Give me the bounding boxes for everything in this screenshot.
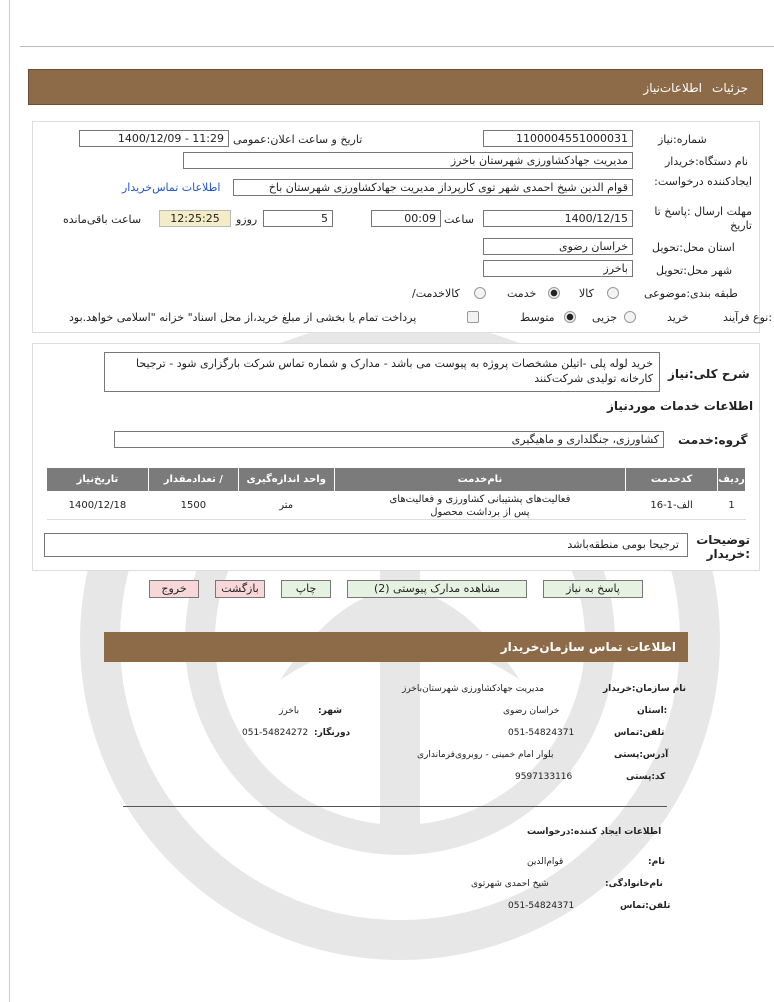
exit-button[interactable]: خروج [149,580,199,598]
cell-service-name: فعالیت‌های پشتیبانی کشاورزی و فعالیت‌های پس از برداشت محصول [334,492,626,520]
creator-phone-label: تلفن:تماس [620,901,671,911]
treasury-payment-label: پرداخت تمام یا بخشی از مبلغ خرید،از محل اسناد" خزانه "اسلامی خواهد.بود [69,311,417,324]
tab-need-info[interactable]: اطلاعات‌نیاز [643,81,702,95]
deadline-time-field: 00:09 [371,210,441,227]
creator-phone-value: 051-54824371 [508,901,575,911]
announce-label: تاریخ و ساعت اعلان:عمومی [233,133,363,146]
contact-org-value: مدیریت جهادکشاورزی شهرستان‌باخرز [402,684,545,694]
category-goods-service-radio[interactable] [474,287,486,299]
contact-postal-value: 9597133116 [515,772,573,782]
category-goods-service-label: /کالاخدمت [412,287,460,300]
view-attachments-button[interactable]: مشاهده مدارک پیوستی (2) [347,580,527,598]
service-group-field: کشاورزی، جنگلداری و ماهیگیری [114,431,664,448]
category-service-radio[interactable] [548,287,560,299]
remaining-time-field: 12:25:25 [159,210,231,227]
col-quantity: / تعدادمقدار [148,468,238,492]
creator-info-title: اطلاعات ایجاد کننده:درخواست [527,827,662,837]
category-service-label: خدمت [507,287,537,300]
days-field: 5 [263,210,333,227]
cell-service-code: الف-1-16 [626,492,718,520]
deadline-label: مهلت ارسال :پاسخ تا تاریخ [654,205,752,232]
city-label: شهر محل:تحویل [656,264,733,277]
need-number-field: 1100004551000031 [483,130,633,147]
col-row: ردیف [718,468,746,492]
contact-address-value: بلوار امام خمینی - روبروی‌فرمانداری [417,750,554,760]
col-unit: واحد اندازه‌گیری [238,468,334,492]
cell-unit: متر [238,492,334,520]
table-header-row [47,468,746,492]
contact-province-label: استان: [637,706,668,716]
contact-header-bar [104,632,688,662]
services-title: اطلاعات خدمات موردنیاز [607,399,754,413]
col-need-date: تاریخ‌نیاز [47,468,149,492]
province-field: خراسان رضوی [483,238,633,255]
service-group-label: گروه:خدمت [678,433,748,447]
col-service-code: کدخدمت [626,468,718,492]
creator-field: قوام الدین شیخ احمدی شهر توی کارپرداز مدیریت جهادکشاورزی شهرستان باخ [233,179,633,196]
creator-name-value: قوام‌الدین [527,857,564,867]
buyer-contact-link[interactable]: اطلاعات تماس‌خریدار [122,181,221,194]
buyer-notes-label: توضیحات :خریدار [696,533,750,561]
table-row [47,492,746,520]
services-table [46,467,746,520]
cell-quantity: 1500 [148,492,238,520]
province-label: استان محل:تحویل [652,241,735,254]
announce-field: 1400/12/09 - 11:29 [79,130,229,147]
treasury-payment-checkbox[interactable] [467,311,479,323]
city-field: باخرز [483,260,633,277]
contact-province-value: خراسان رضوی [503,706,560,716]
process-medium-label: متوسط [520,311,555,324]
need-number-label: شماره:نیاز [658,133,707,146]
left-divider [9,0,10,1002]
deadline-time-label: ساعت [444,213,474,226]
contact-phone-value: 051-54824371 [508,728,575,738]
back-button[interactable]: بازگشت [215,580,265,598]
contact-fax-value: 051-54824272 [242,728,309,738]
process-buy-label: خرید [667,311,689,324]
contact-phone-label: تلفن:تماس [614,728,665,738]
top-divider [20,46,774,47]
creator-family-label: :نام‌خانوادگی [605,879,663,889]
cell-need-date: 1400/12/18 [47,492,149,520]
description-label: شرح کلی:نیاز [668,367,750,381]
category-label: طبقه بندی:موضوعی [644,287,738,300]
contact-address-label: آدرس:پستی [614,750,669,760]
buyer-org-label: نام دستگاه:خریدار [665,155,749,168]
deadline-date-field: 1400/12/15 [483,210,633,227]
creator-label: ایجادکننده درخواست: [654,175,752,188]
creator-family-value: شیخ احمدی شهرتوی [471,879,549,889]
page-header-bar [28,69,763,105]
process-partial-radio[interactable] [624,311,636,323]
buyer-notes-field: ترجیحا بومی منطقه‌باشد [44,533,688,557]
category-goods-radio[interactable] [607,287,619,299]
process-medium-radio[interactable] [564,311,576,323]
creator-name-label: :نام [648,857,665,867]
buyer-org-field: مدیریت جهادکشاورزی شهرستان باخرز [183,152,633,169]
contact-postal-label: کد:پستی [626,772,666,782]
col-service-name: نام‌خدمت [334,468,626,492]
reply-button[interactable]: پاسخ به نیاز [543,580,643,598]
remaining-label: ساعت باقی‌مانده [63,213,142,226]
contact-divider [123,806,667,807]
contact-city-label: :شهر [318,706,342,716]
contact-city-value: باخرز [279,706,300,716]
contact-header-title: اطلاعات تماس سازمان‌خریدار [500,640,676,654]
print-button[interactable]: چاپ [281,580,331,598]
days-label: روزو [236,213,258,226]
process-partial-label: جزیی [592,311,618,324]
process-label: نوع فرآیند: [723,311,773,324]
category-goods-label: کالا [579,287,594,300]
contact-org-label: نام سازمان:خریدار [603,684,687,694]
description-field: خرید لوله پلی -اتیلن مشخصات پروژه به پیوست می باشد - مدارک و شماره تماس شرکت بارگزاری شود - ترجیحا کارخانه تولیدی شرکت‌کنند [104,352,660,392]
tab-details[interactable]: جزئیات [712,81,748,95]
contact-fax-label: :دورنگار [314,728,351,738]
cell-row: 1 [718,492,746,520]
